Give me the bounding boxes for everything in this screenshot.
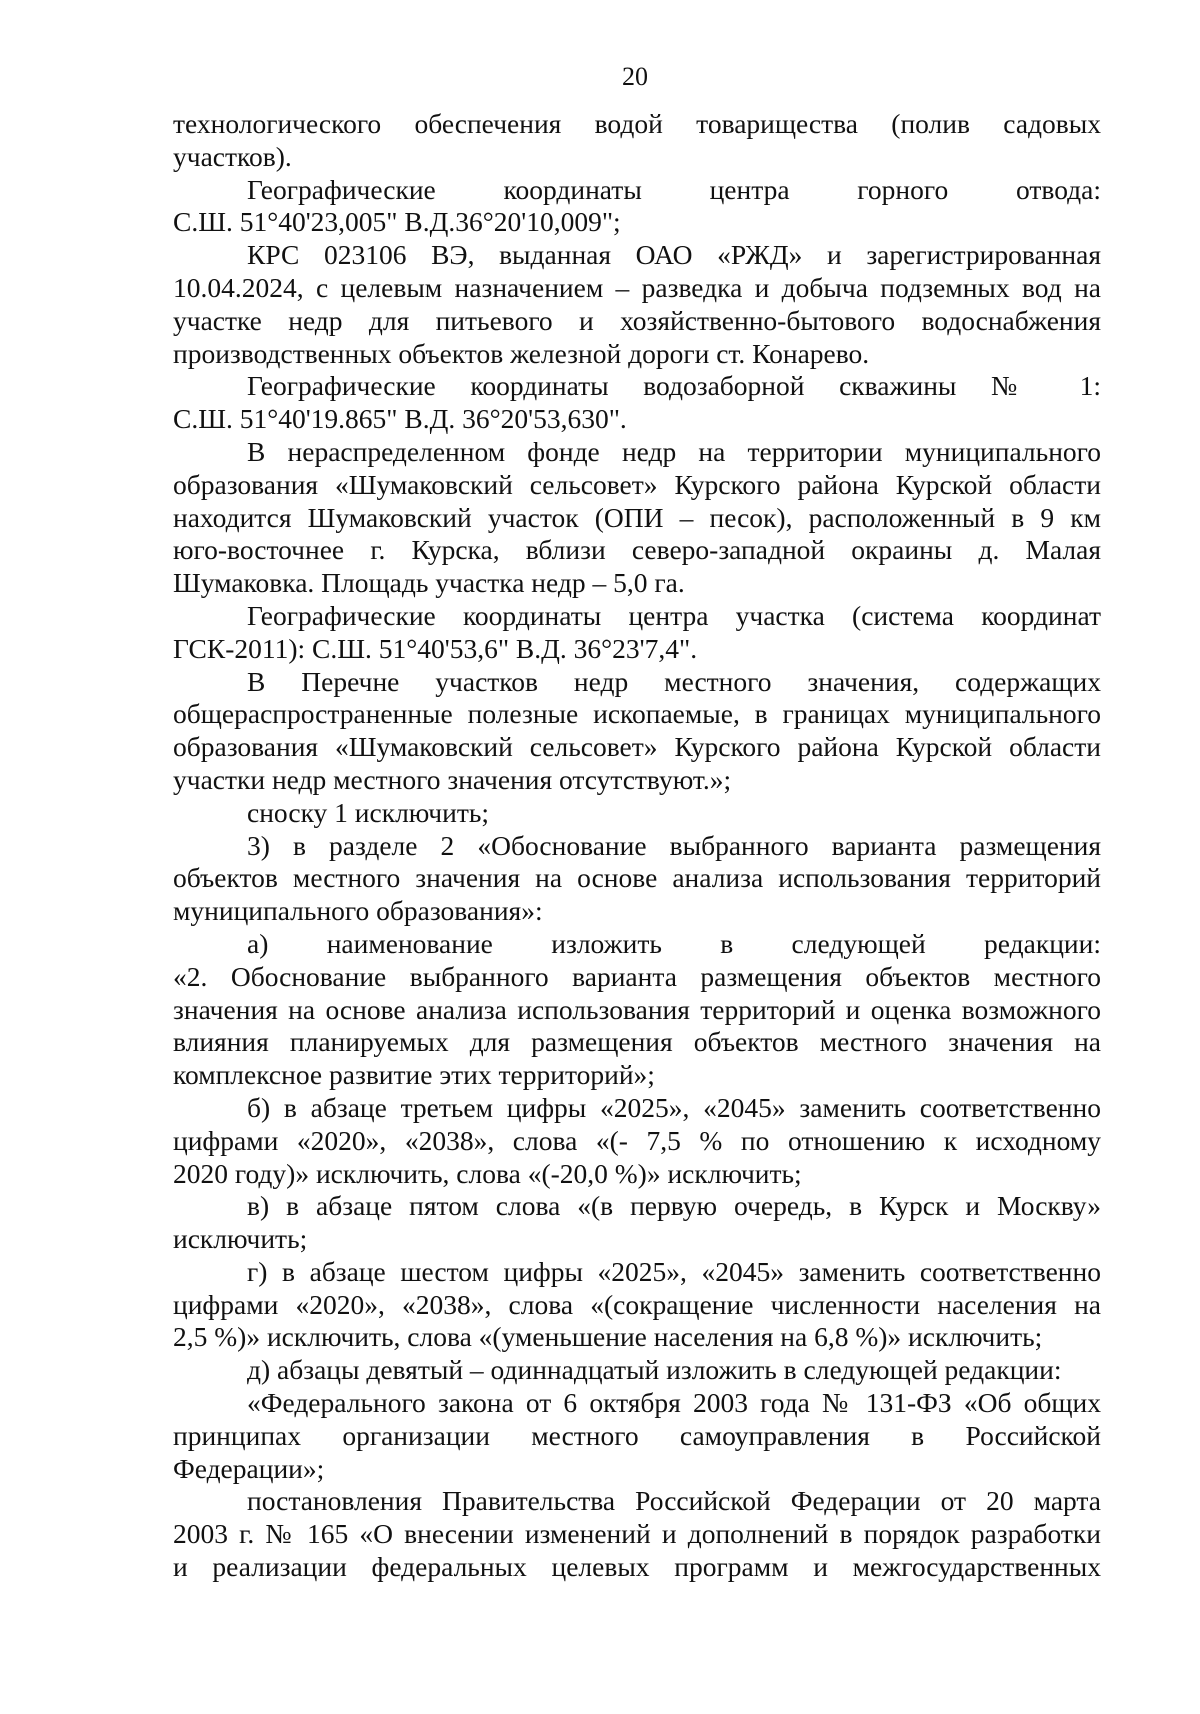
text-line: г) в абзаце шестом цифры «2025», «2045» заменить соответственно: [247, 1255, 1101, 1287]
text-line: 2,5 %)» исключить, слова «(уменьшение населения на 6,8 %)» исключить;: [173, 1321, 1043, 1353]
paragraph: [173, 600, 1101, 666]
document-body: [173, 108, 1101, 1584]
paragraph: [173, 239, 1101, 370]
paragraph: [173, 1354, 1101, 1387]
text-line: 3) в разделе 2 «Обоснование выбранного варианта размещения: [247, 829, 1101, 861]
text-line: производственных объектов железной дороги ст. Конарево.: [173, 337, 870, 369]
text-line: и реализации федеральных целевых программ и межгосударственных: [173, 1551, 1101, 1583]
paragraph: [173, 108, 1101, 174]
text-line: значения на основе анализа использования территорий и оценка возможного: [173, 993, 1101, 1025]
text-line: д) абзацы девятый – одиннадцатый изложить в следующей редакции:: [247, 1354, 1062, 1386]
text-line: В нераспределенном фонде недр на территории муниципального: [247, 435, 1101, 467]
text-line: «2. Обоснование выбранного варианта размещения объектов местного: [173, 960, 1101, 992]
paragraph: [173, 1387, 1101, 1485]
text-line: 2003 г. № 165 «О внесении изменений и дополнений в порядок разработки: [173, 1518, 1101, 1550]
text-line: КРС 023106 ВЭ, выданная ОАО «РЖД» и зарегистрированная: [247, 239, 1101, 271]
text-line: юго-восточнее г. Курска, вблизи северо-западной окраины д. Малая: [173, 534, 1101, 566]
text-line: Шумаковка. Площадь участка недр – 5,0 га.: [173, 567, 685, 599]
text-line: участков).: [173, 140, 292, 172]
paragraph: [173, 830, 1101, 928]
page-number: 20: [622, 62, 648, 91]
paragraph: [173, 1485, 1101, 1583]
text-line: участке недр для питьевого и хозяйственно-бытового водоснабжения: [173, 304, 1101, 336]
paragraph: [173, 1256, 1101, 1354]
text-line: С.Ш. 51°40'23,005" В.Д.36°20'10,009";: [173, 206, 621, 238]
paragraph: [173, 797, 1101, 830]
text-line: комплексное развитие этих территорий»;: [173, 1059, 655, 1091]
text-line: б) в абзаце третьем цифры «2025», «2045» заменить соответственно: [247, 1091, 1101, 1123]
text-line: влияния планируемых для размещения объектов местного значения на: [173, 1026, 1101, 1058]
text-line: Географические координаты водозаборной скважины № 1:: [247, 370, 1101, 402]
text-line: цифрами «2020», «2038», слова «(сокращение численности населения на: [173, 1288, 1101, 1320]
text-line: цифрами «2020», «2038», слова «(- 7,5 % по отношению к исходному: [173, 1124, 1101, 1156]
text-line: объектов местного значения на основе анализа использования территорий: [173, 862, 1101, 894]
text-line: образования «Шумаковский сельсовет» Курского района Курской области: [173, 468, 1101, 500]
text-line: 2020 году)» исключить, слова «(-20,0 %)» исключить;: [173, 1157, 802, 1189]
paragraph: [173, 666, 1101, 797]
text-line: а) наименование изложить в следующей редакции:: [247, 927, 1101, 959]
text-line: участки недр местного значения отсутствуют.»;: [173, 763, 732, 795]
text-line: Географические координаты центра участка (система координат: [247, 599, 1101, 631]
paragraph: [173, 1092, 1101, 1190]
text-line: в) в абзаце пятом слова «(в первую очередь, в Курск и Москву»: [247, 1190, 1101, 1222]
text-line: Географические координаты центра горного отвода:: [247, 173, 1101, 205]
text-line: 10.04.2024, с целевым назначением – разведка и добыча подземных вод на: [173, 271, 1101, 303]
text-line: постановления Правительства Российской Федерации от 20 марта: [247, 1485, 1101, 1517]
paragraph: [173, 1190, 1101, 1256]
paragraph: [173, 928, 1101, 1092]
text-line: находится Шумаковский участок (ОПИ – песок), расположенный в 9 км: [173, 501, 1101, 533]
text-line: сноску 1 исключить;: [247, 796, 490, 828]
text-line: ГСК-2011): С.Ш. 51°40'53,6" В.Д. 36°23'7,4".: [173, 632, 698, 664]
text-line: Федерации»;: [173, 1452, 325, 1484]
paragraph: [173, 174, 1101, 240]
text-line: принципах организации местного самоуправления в Российской: [173, 1419, 1101, 1451]
text-line: В Перечне участков недр местного значения, содержащих: [247, 665, 1101, 697]
paragraph: [173, 436, 1101, 600]
text-line: общераспространенные полезные ископаемые, в границах муниципального: [173, 698, 1101, 730]
paragraph: [173, 370, 1101, 436]
text-line: муниципального образования»:: [173, 895, 543, 927]
text-line: «Федерального закона от 6 октября 2003 года № 131-ФЗ «Об общих: [247, 1387, 1101, 1419]
text-line: исключить;: [173, 1223, 308, 1255]
text-line: образования «Шумаковский сельсовет» Курского района Курской области: [173, 731, 1101, 763]
text-line: технологического обеспечения водой товарищества (полив садовых: [173, 108, 1101, 139]
text-line: С.Ш. 51°40'19.865" В.Д. 36°20'53,630".: [173, 403, 627, 435]
